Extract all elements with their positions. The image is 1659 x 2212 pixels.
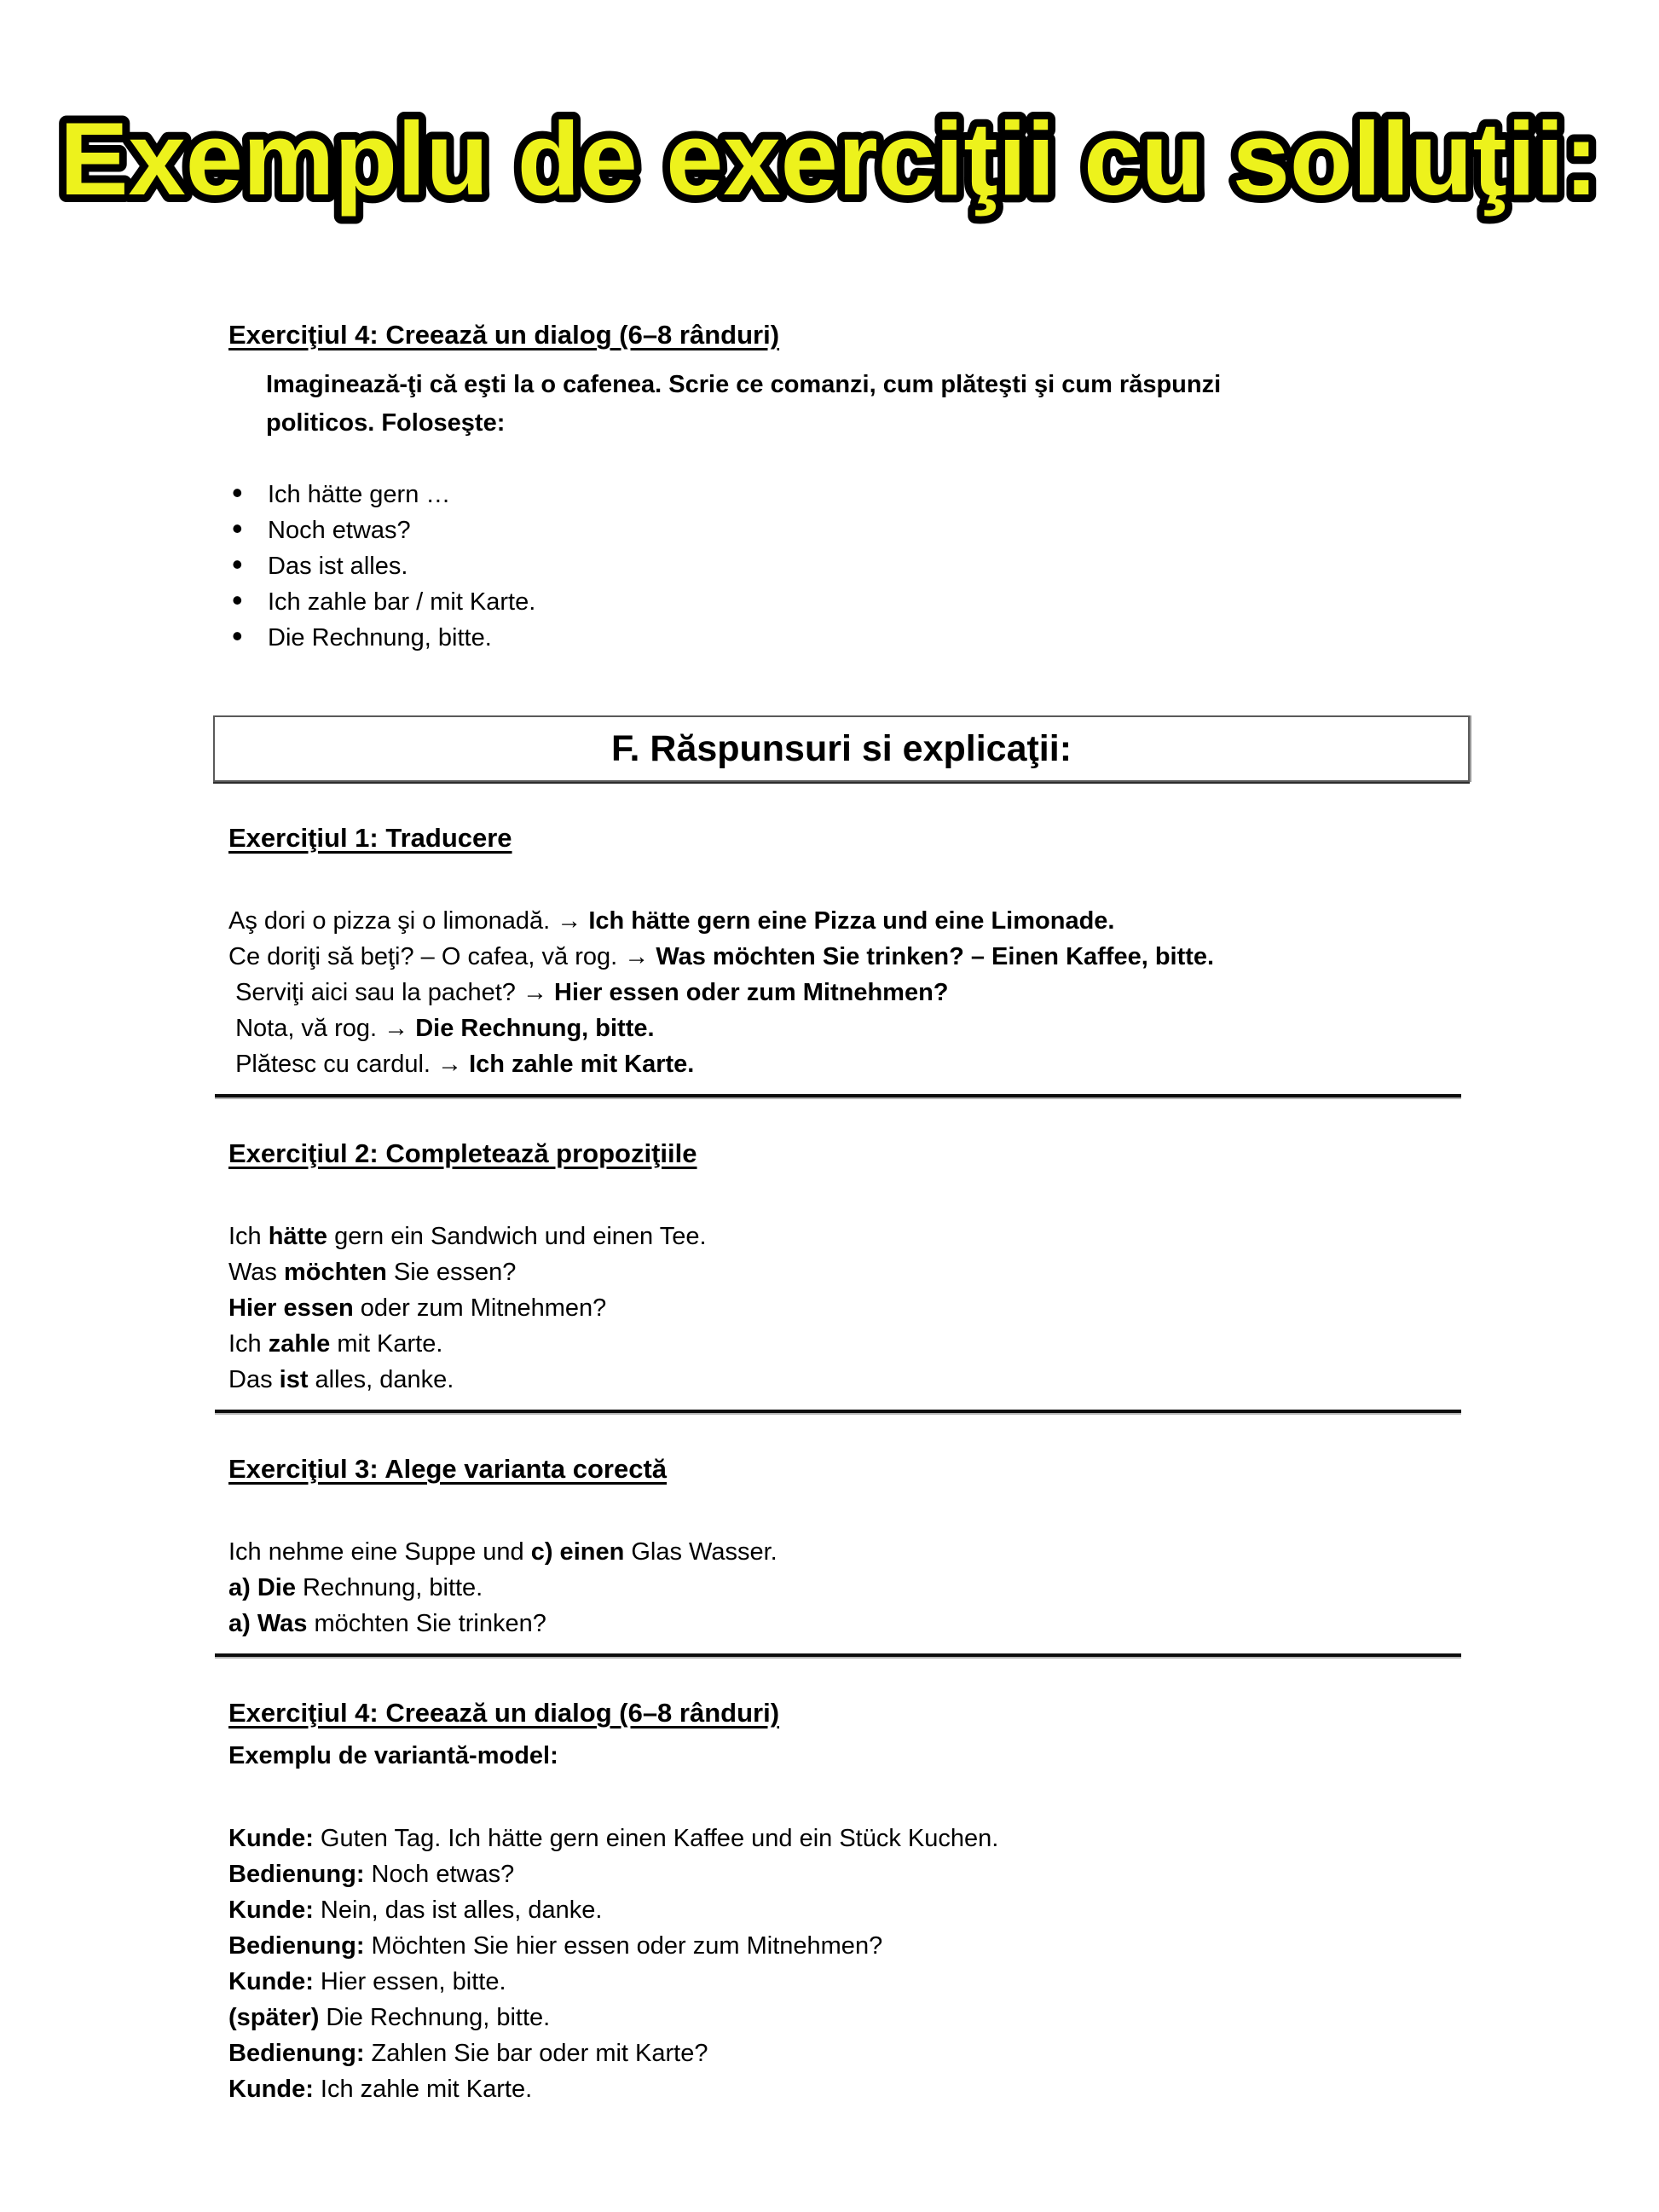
solution-section-1 [228,819,1460,1082]
answers-box [213,715,1470,782]
bold-text-segment: Hier essen oder zum Mitnehmen? [554,979,949,1006]
text-line [228,975,1460,1010]
bold-text-segment: Bedienung: [228,1861,365,1888]
text-line [228,1219,1460,1254]
section-3-heading: Exerciţiul 3: Alege varianta corectă [228,1454,668,1484]
section-4-heading: Exerciţiul 4: Creează un dialog (6–8 rânduri) [228,1698,780,1728]
text-line [228,1606,1460,1642]
text-line [228,2000,1460,2035]
bullet-item: • Noch etwas? [228,512,1460,548]
text-line [228,1534,1460,1570]
text-line [228,2071,1460,2107]
text-segment: Nota, vă rog. → [228,1015,416,1042]
text-line [228,1856,1460,1892]
text-segment: Plătesc cu cardul. → [228,1051,470,1078]
text-segment: Ich zahle mit Karte. [313,2076,533,2103]
section-2-heading: Exerciţiul 2: Completează propoziţiile [228,1138,697,1168]
text-segment: Serviţi aici sau la pachet? → [228,979,555,1006]
page-title [56,82,1608,257]
text-segment: Ce doriţi să beţi? – O cafea, vă rog. → [228,943,656,970]
text-line [228,903,1460,939]
solution-section-3 [228,1451,1460,1642]
bold-text-segment: a) Was [228,1610,308,1637]
text-segment: Hier essen, bitte. [313,1968,506,1995]
section-divider-2 [215,1410,1461,1413]
content-column [228,316,1460,2107]
bold-text-segment: zahle [268,1330,331,1358]
text-segment: Die Rechnung, bitte. [319,2004,551,2031]
text-segment: Glas Wasser. [624,1538,777,1566]
bold-text-segment: Hier essen [228,1294,354,1322]
bold-text-segment: Ich zahle mit Karte. [469,1051,695,1078]
text-segment: Ich [228,1330,269,1358]
text-segment: Guten Tag. Ich hätte gern einen Kaffee und ein Stück Kuchen. [313,1825,999,1852]
text-line [228,1570,1460,1606]
bold-text-segment: Kunde: [228,2076,314,2103]
section-4-lines [228,1821,1460,2107]
text-segment: möchten Sie trinken? [307,1610,546,1637]
section-1-heading: Exerciţiul 1: Traducere [228,823,512,853]
bold-text-segment: Was möchten Sie trinken? – Einen Kaffee, bitte. [656,943,1215,970]
text-segment: gern ein Sandwich und einen Tee. [327,1223,707,1250]
text-line [228,939,1460,975]
text-segment: Ich [228,1223,269,1250]
text-line [228,1892,1460,1928]
text-segment: Nein, das ist alles, danke. [313,1896,603,1924]
text-line [228,1821,1460,1856]
bold-text-segment: c) einen [530,1538,625,1566]
bullet-item: • Die Rechnung, bitte. [228,620,1460,656]
section-3-lines [228,1534,1460,1642]
bold-text-segment: hätte [268,1223,328,1250]
bold-text-segment: Ich hätte gern eine Pizza und eine Limonade. [588,907,1115,935]
text-line [228,1928,1460,1964]
answers-box-title: F. Răspunsuri si explicaţii: [610,727,1072,769]
text-line [228,1010,1460,1046]
solution-section-4 [228,1694,1460,2107]
section-divider-1 [215,1094,1461,1097]
bold-text-segment: Bedienung: [228,1932,365,1960]
text-segment: alles, danke. [308,1366,454,1393]
text-line [228,1290,1460,1326]
bold-text-segment: (später) [228,2004,320,2031]
text-segment: oder zum Mitnehmen? [353,1294,607,1322]
bullet-item: • Das ist alles. [228,548,1460,584]
text-line [228,1326,1460,1362]
text-segment: Zahlen Sie bar oder mit Karte? [364,2040,708,2067]
bold-text-segment: Bedienung: [228,2040,365,2067]
text-line [228,1046,1460,1082]
bold-text-segment: Die Rechnung, bitte. [415,1015,655,1042]
text-segment: Noch etwas? [364,1861,515,1888]
section-2-lines [228,1219,1460,1398]
text-segment: Rechnung, bitte. [295,1574,483,1601]
bullet-item: • Ich hätte gern … [228,477,1460,512]
bold-text-segment: möchten [283,1259,387,1286]
text-line [228,1254,1460,1290]
text-segment: mit Karte. [330,1330,443,1358]
task-instructions: Imaginează-ţi că eşti la o cafenea. Scrie ce comanzi, cum plăteşti şi cum răspunzi politicos. Foloseşte: [266,371,1222,437]
solution-section-2 [228,1135,1460,1398]
section-1-lines [228,903,1460,1082]
text-line [228,1362,1460,1398]
text-segment: Sie essen? [386,1259,517,1286]
bold-text-segment: Kunde: [228,1825,314,1852]
section-divider-3 [215,1653,1461,1657]
task-heading: Exerciţiul 4: Creează un dialog (6–8 rânduri) [228,320,780,350]
bold-text-segment: a) Die [228,1574,296,1601]
text-line [228,2035,1460,2071]
page-title-text: Exemplu de exerciţii cu solluţii: [60,101,1598,217]
text-segment: Möchten Sie hier essen oder zum Mitnehmen? [364,1932,883,1960]
task-bullet-list [228,477,1460,656]
text-segment: Aş dori o pizza şi o limonadă. → [228,907,589,935]
bold-text-segment: Kunde: [228,1968,314,1995]
bold-text-segment: ist [279,1366,309,1393]
bold-text-segment: Kunde: [228,1896,314,1924]
bullet-item: • Ich zahle bar / mit Karte. [228,584,1460,620]
section-4-subheading: Exemplu de variantă-model: [228,1742,558,1769]
text-segment: Ich nehme eine Suppe und [228,1538,531,1566]
text-line [228,1964,1460,2000]
text-segment: Was [228,1259,284,1286]
text-segment: Das [228,1366,280,1393]
